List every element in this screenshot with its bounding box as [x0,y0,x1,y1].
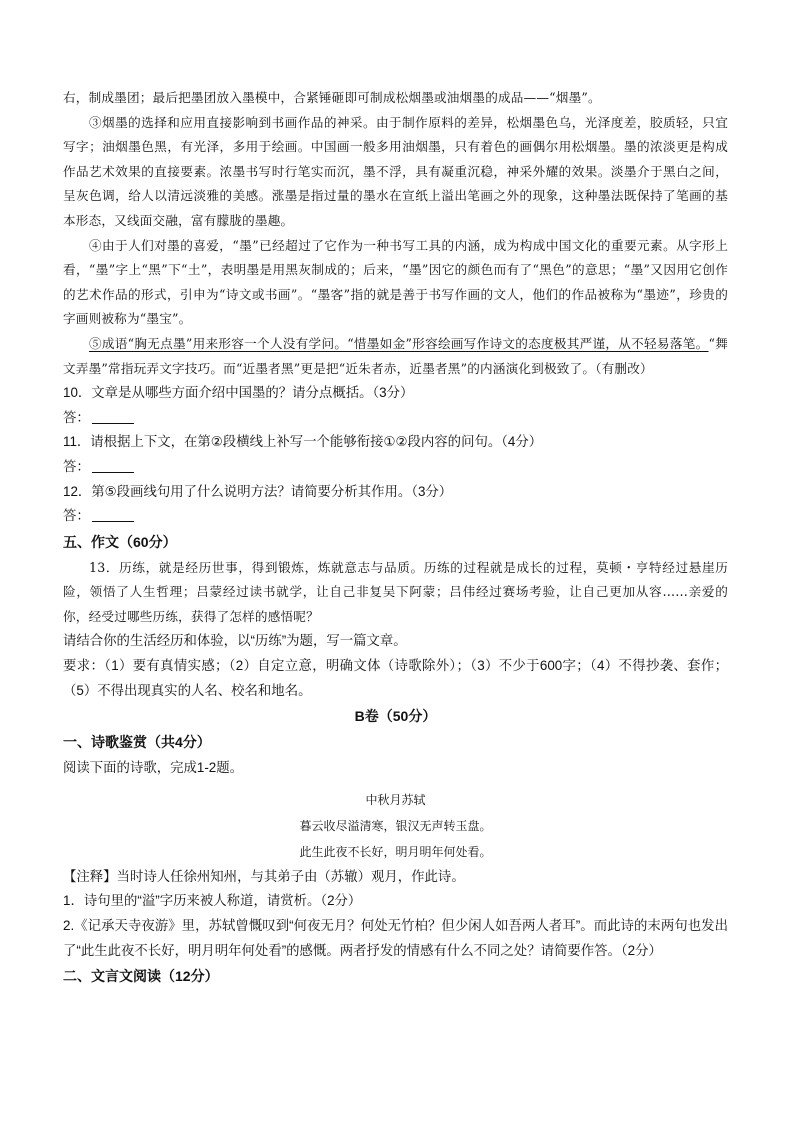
passage-paragraph-4: ④由于人们对墨的喜爱，“墨”已经超过了它作为一种书写工具的内涵，成为构成中国文化的重要元素。从字形上看，“墨”字上“黑”下“土”，表明墨是用黑灰制成的；后来，“墨”因它的颜色而有了“黑色”的意思；“墨”又因用它创作的艺术作品的形式，引申为“诗文或书画”。“墨客”指的就是善于书写作画的文人，他们的作品被称为“墨迹”，珍贵的字画则被称为“墨宝”。 [63,237,728,327]
poem-line-1: 暮云收尽溢清寒，银汉无声转玉盘。 [299,818,492,833]
answer-blank[interactable] [92,507,134,522]
poetry-intro: 阅读下面的诗歌，完成1-2题。 [63,760,244,776]
passage-paragraph-5 [63,332,728,381]
answer-blank[interactable] [92,458,134,473]
question-10: 10．文章是从哪些方面介绍中国墨的？请分点概括。（3分） [63,385,414,401]
essay-requirements: 要求：（1）要有真情实感；（2）自定立意，明确文体（诗歌除外）；（3）不少于600字；（4）不得抄袭、套作；（5）不得出现真实的人名、校名和地名。 [63,658,728,698]
essay-heading: 五、作文（60分） [63,533,177,550]
poetry-heading: 一、诗歌鉴赏（共4分） [63,734,211,751]
part-b-title: B卷（50分） [354,708,437,725]
poetry-question-2: 2.《记承天寺夜游》里，苏轼曾慨叹到“何夜无月？何处无竹柏？但少闲人如吾两人者耳”。而此诗的末两句也发出了“此生此夜不长好，明月明年何处看”的感慨。两者抒发的情感有什么不同之处？请简要作答。（2分） [63,918,728,958]
passage-paragraph-continued: 右，制成墨团；最后把墨团放入墨模中，合紧锤砸即可制成松烟墨或油烟墨的成品——“烟墨”。 [63,90,601,105]
answer-label: 答： [63,458,90,474]
poem-note: 【注释】当时诗人任徐州知州，与其弟子由（苏辙）观月，作此诗。 [63,868,465,884]
underlined-sentence: ⑤成语“胸无点墨”用来形容一个人没有学问。“惜墨如金”形容绘画写作诗文的态度极其严谨，从不轻易落笔。 [89,335,709,351]
answer-line-12 [63,504,728,529]
poem-line-2: 此生此夜不长好，明月明年何处看。 [299,844,492,859]
paragraph-5-rest: “舞文弄墨”常指玩弄文字技巧。而“近墨者黑”更是把“近朱者赤，近墨者黑”的内涵演化到极致了。（有删改） [63,335,728,376]
question-11: 11．请根据上下文，在第②段横线上补写一个能够衔接①②段内容的问句。（4分） [63,434,543,450]
poem-title: 中秋月苏轼 [365,792,426,807]
poetry-question-1: 1．诗句里的“溢”字历来被人称道，请赏析。（2分） [63,893,362,909]
answer-line-10 [63,406,728,431]
answer-label: 答： [63,508,90,524]
question-12: 12．第⑤段画线句用了什么说明方法？请简要分析其作用。（3分） [63,483,453,499]
essay-prompt: 13．历练，就是经历世事，得到锻炼，炼就意志与品质。历练的过程就是成长的过程，莫顿・亨特经过悬崖历险，领悟了人生哲理；吕蒙经过读书就学，让自己非复吴下阿蒙；吕伟经过赛场考验，让自己更加从容……亲爱的你，经受过哪些历练，获得了怎样的感悟呢？ [63,559,728,624]
answer-blank[interactable] [92,409,134,424]
answer-line-11 [63,455,728,480]
passage-paragraph-3: ③烟墨的选择和应用直接影响到书画作品的神采。由于制作原料的差异，松烟墨色乌，光泽度差，胶质轻，只宜写字；油烟墨色黑，有光泽，多用于绘画。中国画一般多用油烟墨，只有着色的画偶尔用松烟墨。墨的浓淡更是构成作品艺术效果的直接要素。浓墨书写时行笔实而沉，墨不浮，具有凝重沉稳，神采外耀的效果。淡墨介于黑白之间，呈灰色调，给人以清远淡雅的美感。涨墨是指过量的墨水在宣纸上溢出笔画之外的现象，这种墨法既保持了笔画的基本形态，又线面交融，富有朦胧的墨趣。 [63,114,728,228]
classical-heading: 二、文言文阅读（12分） [63,968,219,985]
answer-label: 答： [63,409,90,425]
essay-instruction: 请结合你的生活经历和体验，以“历练”为题，写一篇文章。 [63,633,407,649]
